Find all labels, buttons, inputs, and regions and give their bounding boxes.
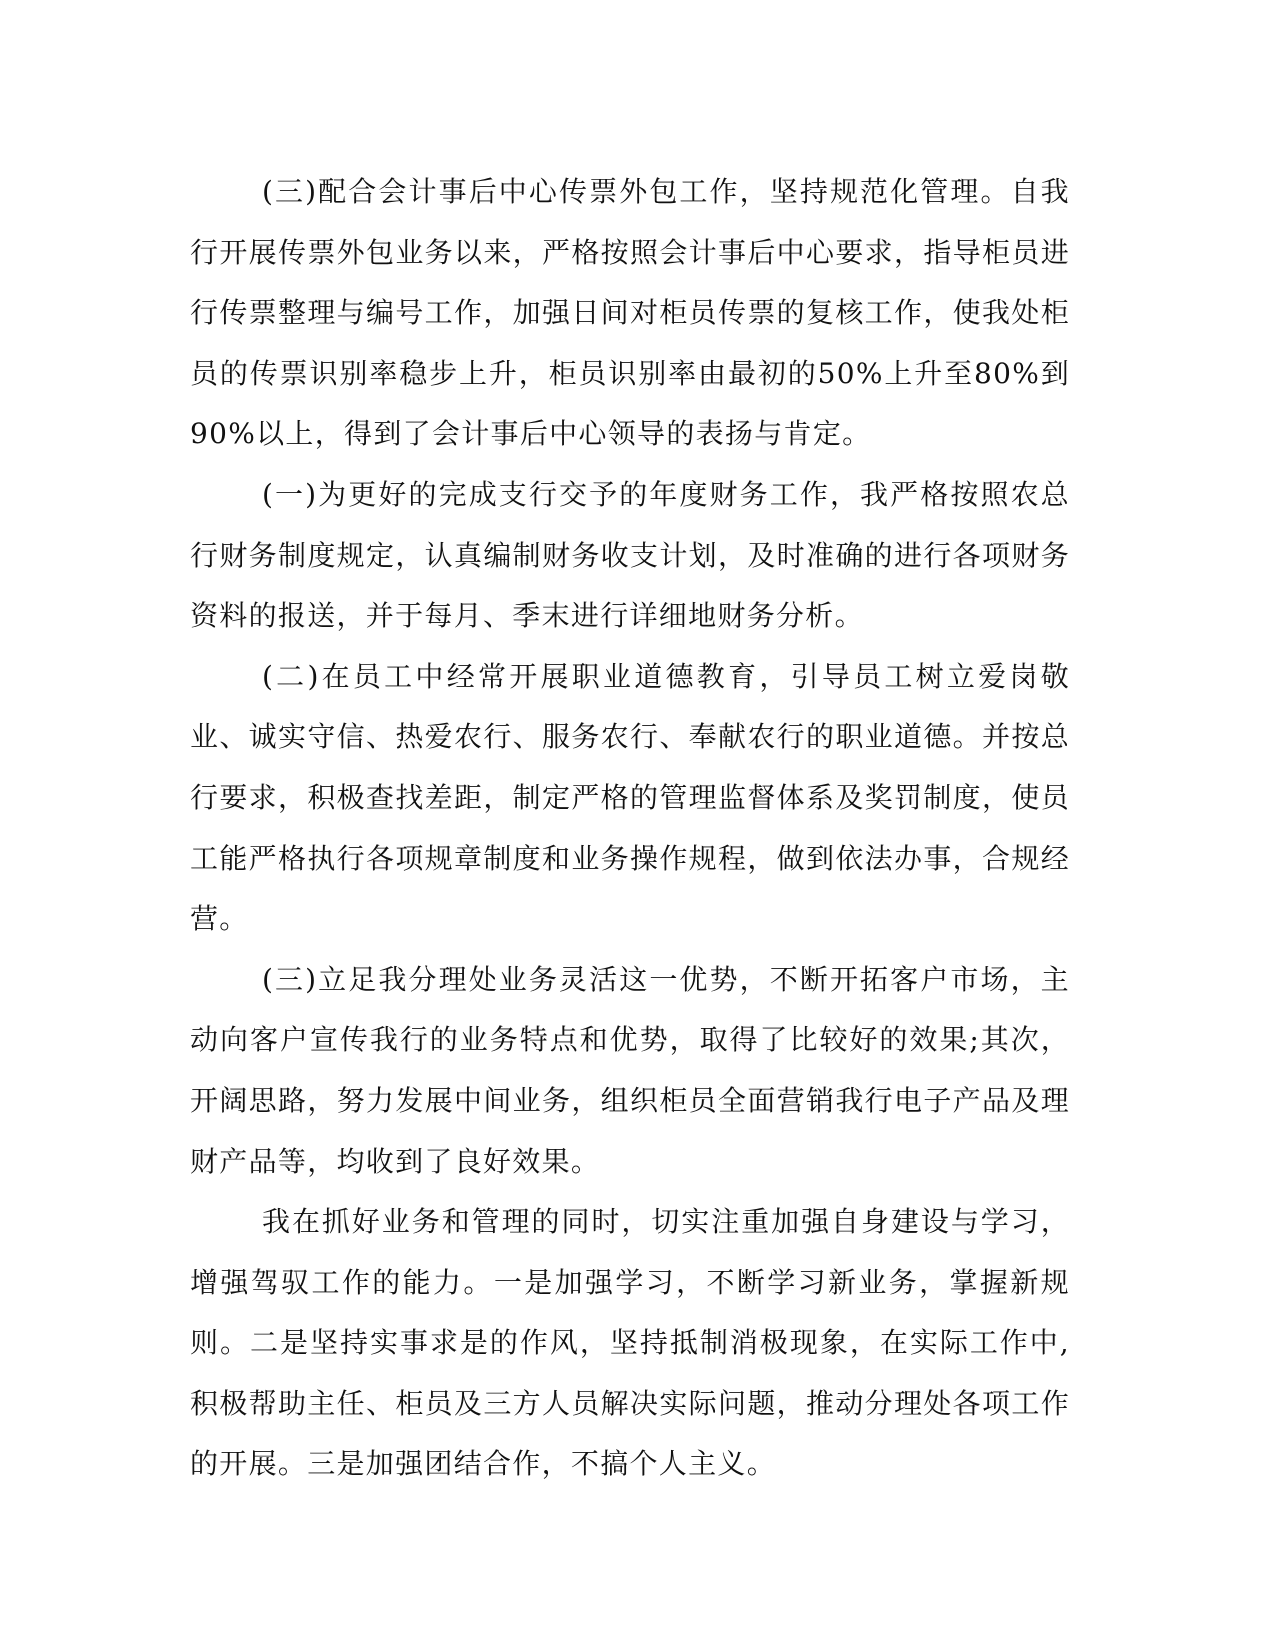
paragraph-financial-work: (一)为更好的完成支行交予的年度财务工作，我严格按照农总行财务制度规定，认真编制财务收支计划，及时准确的进行各项财务资料的报送，并于每月、季末进行详细地财务分析。 (190, 477, 1070, 633)
paragraph-professional-ethics: (二)在员工中经常开展职业道德教育，引导员工树立爱岗敬业、诚实守信、热爱农行、服务农行、奉献农行的职业道德。并按总行要求，积极查找差距，制定严格的管理监督体系及奖罚制度，使员工能严格执行各项规章制度和业务操作规程，做到依法办事，合规经营。 (190, 659, 1070, 936)
paragraph-customer-market: (三)立足我分理处业务灵活这一优势，不断开拓客户市场，主动向客户宣传我行的业务特点和优势，取得了比较好的效果;其次，开阔思路，努力发展中间业务，组织柜员全面营销我行电子产品及理财产品等，均收到了良好效果。 (190, 962, 1070, 1178)
paragraph-accounting-outsourcing: (三)配合会计事后中心传票外包工作，坚持规范化管理。自我行开展传票外包业务以来，严格按照会计事后中心要求，指导柜员进行传票整理与编号工作，加强日间对柜员传票的复核工作，使我处柜员的传票识别率稳步上升，柜员识别率由最初的50%上升至80%到90%以上，得到了会计事后中心领导的表扬与肯定。 (190, 175, 1070, 451)
document-body (190, 162, 1070, 1495)
paragraph-self-development: 我在抓好业务和管理的同时，切实注重加强自身建设与学习，增强驾驭工作的能力。一是加强学习，不断学习新业务，掌握新规则。二是坚持实事求是的作风，坚持抵制消极现象，在实际工作中,积极帮助主任、柜员及三方人员解决实际问题，推动分理处各项工作的开展。三是加强团结合作，不搞个人主义。 (190, 1205, 1070, 1481)
